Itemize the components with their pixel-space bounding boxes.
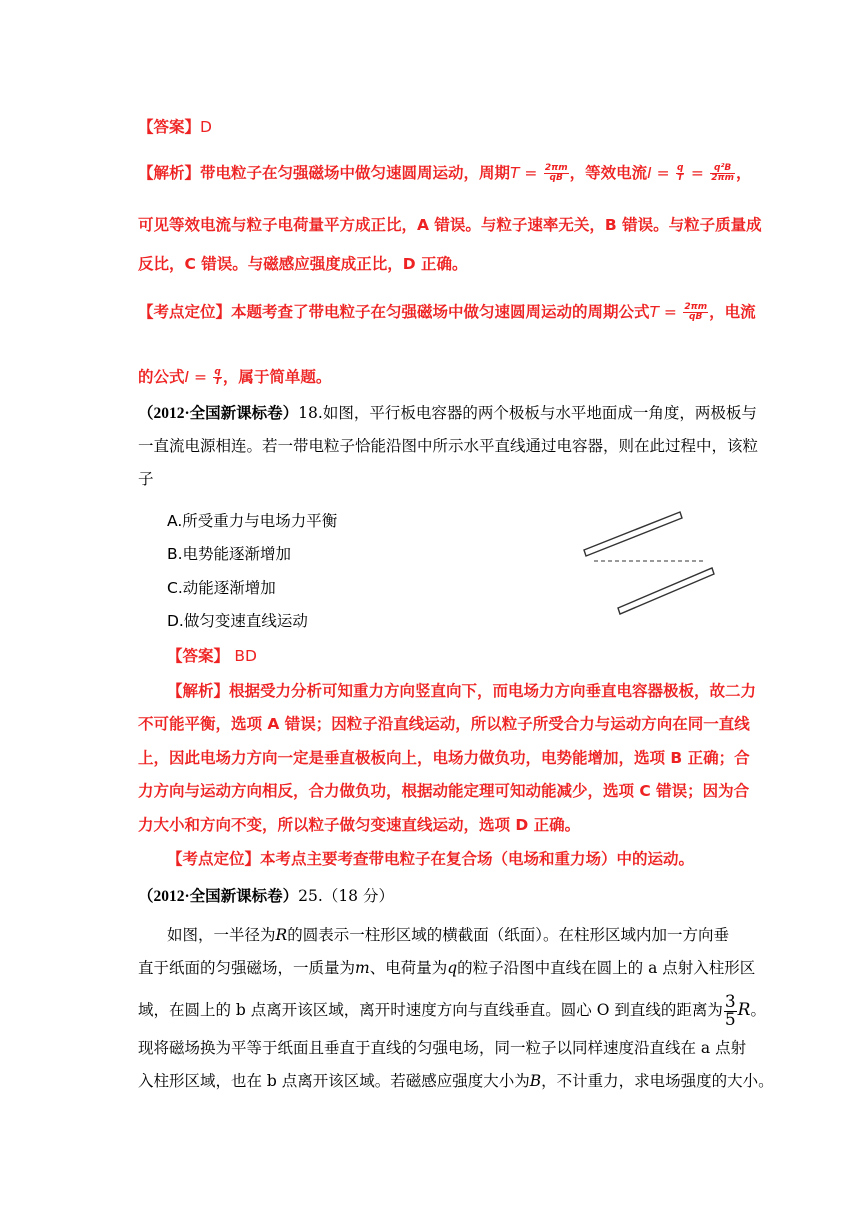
- kaodian-text: 的公式: [138, 368, 185, 386]
- fraction-numerator: q: [677, 163, 684, 173]
- q18-stem-line2: 一直流电源相连。若一带电粒子恰能沿图中所示水平直线通过电容器，则在此过程中，该粒: [138, 437, 759, 455]
- formula-current-fraction: [213, 368, 221, 387]
- q18-kaodian: [167, 849, 694, 869]
- fraction-numerator: q²B: [710, 164, 735, 174]
- q1-kaodian-line1: [138, 302, 756, 322]
- formula-period-fraction: [683, 303, 708, 322]
- q18-option-d: D.做匀变速直线运动: [167, 612, 308, 630]
- question-number: 25.（18 分）: [298, 887, 394, 905]
- q18-analysis-line1: [167, 681, 756, 701]
- var-B: B: [529, 1072, 542, 1090]
- q25-line1: [167, 925, 729, 945]
- analysis-label: 【解析】: [167, 682, 230, 700]
- stem-text: 域，在圆上的 b 点离开该区域，离开时速度方向与直线垂直。圆心 O 到直线的距离为: [138, 1001, 723, 1019]
- fraction-numerator: 2πm: [544, 163, 568, 173]
- fraction-denominator: T: [677, 173, 684, 183]
- q18-stem-line1: [138, 403, 757, 424]
- q1-analysis-line1: [138, 163, 752, 183]
- question-source: （2012·全国新课标卷）: [138, 405, 299, 422]
- answer-value: D: [200, 118, 212, 136]
- question-source: （2012·全国新课标卷）: [138, 888, 299, 905]
- kaodian-text: 本题考查了带电粒子在匀强磁场中做匀速圆周运动的周期公式: [231, 303, 650, 321]
- equals-sign: =: [690, 164, 704, 182]
- q25-line5: [138, 1071, 774, 1091]
- q1-analysis-line3: 反比，C 错误。与磁感应强度成正比，D 正确。: [138, 255, 468, 273]
- answer-value: BD: [234, 647, 257, 665]
- lower-plate: [618, 568, 714, 614]
- answer-label: 【答案】: [167, 647, 230, 665]
- fraction-numerator: q: [214, 367, 221, 377]
- q18-stem-line3: 子: [138, 470, 154, 488]
- formula-period-T: T =: [649, 303, 677, 321]
- q18-analysis-line5: 力大小和方向不变，所以粒子做匀变速直线运动，选项 D 正确。: [138, 816, 581, 834]
- stem-text: 的粒子沿图中直线在圆上的 a 点射入柱形区: [457, 959, 756, 977]
- q18-option-a: A.所受重力与电场力平衡: [167, 512, 338, 530]
- q1-analysis-line2: 可见等效电流与粒子电荷量平方成正比，A 错误。与粒子速率无关，B 错误。与粒子质量成: [138, 216, 762, 234]
- kaodian-label: 【考点定位】: [138, 303, 232, 321]
- q1-kaodian-line2: [138, 367, 331, 387]
- stem-text: 入柱形区域，也在 b 点离开该区域。若磁感应强度大小为: [138, 1072, 530, 1090]
- fraction-denominator: qB: [689, 312, 703, 322]
- analysis-text: ，: [736, 164, 752, 182]
- q25-line3: [138, 990, 766, 1030]
- q25-line2: [138, 958, 755, 978]
- fraction-denominator: T: [214, 377, 221, 387]
- kaodian-label: 【考点定位】: [167, 850, 261, 868]
- formula-current-fraction: [676, 164, 684, 183]
- stem-text: 直于纸面的匀强磁场，一质量为: [138, 959, 356, 977]
- q18-analysis-line2: 不可能平衡，选项 A 错误；因粒子沿直线运动，所以粒子所受合力与运动方向在同一直线: [138, 715, 750, 733]
- var-R: R: [737, 1000, 751, 1020]
- kaodian-text: ，电流: [709, 303, 756, 321]
- q25-header: [138, 886, 394, 907]
- kaodian-text: 本考点主要考查带电粒子在复合场（电场和重力场）中的运动。: [260, 850, 695, 868]
- formula-current-I: I =: [184, 368, 208, 386]
- q18-option-c: C.动能逐渐增加: [167, 579, 276, 597]
- answer-label: 【答案】: [138, 118, 201, 136]
- analysis-label: 【解析】: [138, 164, 201, 182]
- formula-current-I: I =: [647, 164, 670, 182]
- kaodian-text: ，属于简单题。: [222, 368, 332, 386]
- q1-answer: [138, 117, 212, 137]
- stem-text: 如图，一半径为: [167, 926, 276, 944]
- analysis-text: 根据受力分析可知重力方向竖直向下，而电场力方向垂直电容器极板，故二力: [229, 682, 757, 700]
- fraction-denominator: 5: [724, 1009, 736, 1030]
- fraction-three-fifths: [724, 991, 737, 1030]
- var-m: m: [355, 959, 370, 977]
- stem-text: 的圆表示一柱形区域的横截面（纸面）。在柱形区域内加一方向垂: [287, 926, 729, 944]
- q25-line4: 现将磁场换为平等于纸面且垂直于直线的匀强电场，同一粒子以同样速度沿直线在 a 点射: [138, 1039, 747, 1057]
- stem-text: 。: [750, 1001, 766, 1019]
- stem-text: 18.如图，平行板电容器的两个极板与水平地面成一角度，两极板与: [298, 404, 757, 422]
- q18-analysis-line3: 上，因此电场力方向一定是垂直极板向上，电场力做负功，电势能增加，选项 B 正确；合: [138, 749, 750, 767]
- formula-period-fraction: [544, 164, 569, 183]
- upper-plate: [584, 512, 682, 556]
- q18-analysis-line4: 力方向与运动方向相反，合力做负功，根据动能定理可知动能减少，选项 C 错误；因为合: [138, 782, 750, 800]
- stem-text: ，不计重力，求电场强度的大小。: [541, 1072, 774, 1090]
- capacitor-diagram: [570, 500, 720, 630]
- fraction-numerator: 2πm: [684, 302, 708, 312]
- formula-current-fraction-2: [710, 164, 735, 183]
- analysis-text: 带电粒子在匀强磁场中做匀速圆周运动，周期: [200, 164, 511, 182]
- stem-text: 、电荷量为: [369, 959, 448, 977]
- var-q: q: [447, 959, 458, 977]
- fraction-denominator: 2πm: [711, 173, 735, 183]
- q18-answer: [167, 646, 257, 666]
- fraction-denominator: qB: [549, 173, 563, 183]
- q18-option-b: B.电势能逐渐增加: [167, 545, 292, 563]
- formula-period-T: T =: [510, 164, 538, 182]
- analysis-text: ，等效电流: [569, 164, 648, 182]
- fraction-numerator: 3: [724, 991, 736, 1012]
- var-R: R: [275, 926, 288, 944]
